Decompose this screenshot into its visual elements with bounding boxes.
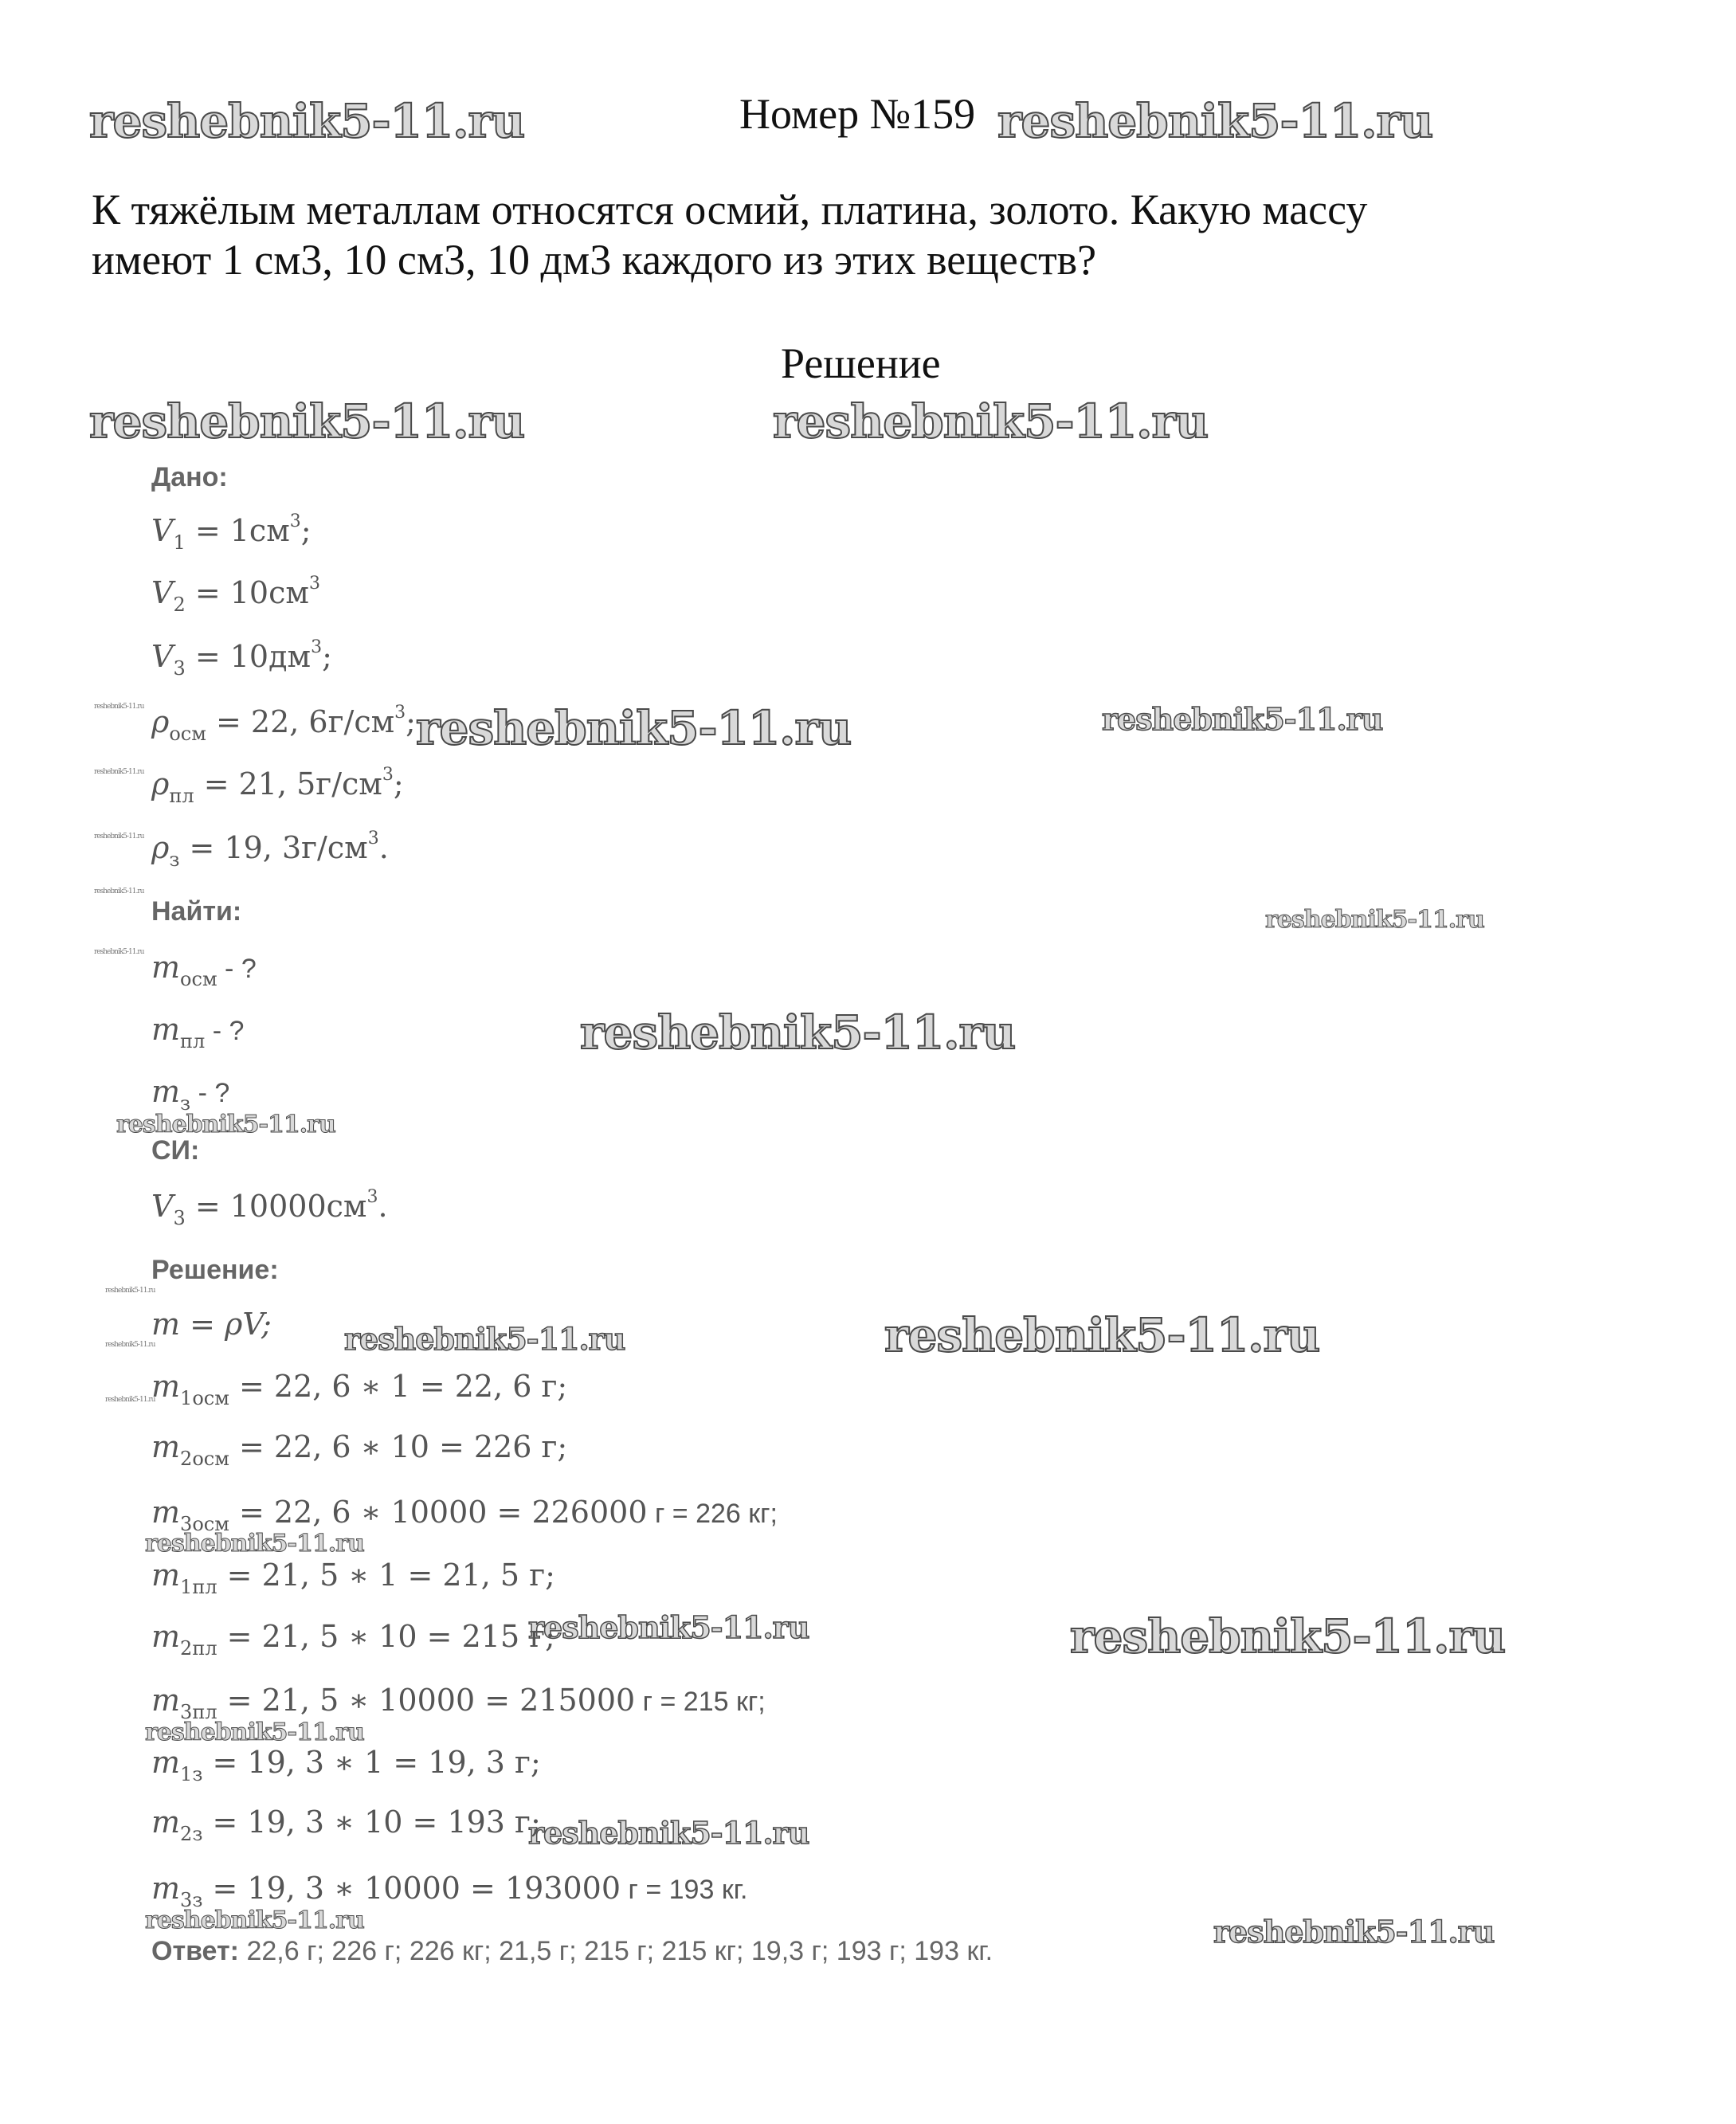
given-v1: $V_1 = 1см^3$; <box>151 511 312 554</box>
solution-formula: m = ρV; <box>151 1307 272 1342</box>
problem-text-line-1: К тяжёлым металлам относятся осмий, платина, золото. Какую массу <box>92 186 1368 233</box>
m2-pl: $m_{2пл} = 21$, 5 ∗ 10 = 215 г; <box>151 1619 555 1660</box>
given-v2: $V_2 = 10см^3$ <box>151 574 320 616</box>
watermark: reshebnik5-11.ru <box>1213 1914 1495 1950</box>
watermark: reshebnik5-11.ru <box>528 1815 809 1851</box>
given-v3: $V_3 = 10дм^3$; <box>151 637 332 680</box>
watermark: reshebnik5-11.ru <box>997 94 1433 148</box>
solution-label: Решение: <box>151 1255 279 1285</box>
watermark: reshebnik5-11.ru <box>105 1396 155 1404</box>
m2-z: $m_{2з} = 19$, 3 ∗ 10 = 193 г; <box>151 1805 541 1845</box>
watermark: reshebnik5-11.ru <box>145 1530 364 1558</box>
find-m-pl: $m_{пл}$ - ? <box>151 1012 245 1052</box>
watermark: reshebnik5-11.ru <box>105 1287 155 1295</box>
m1-pl: $m_{1пл} = 21$, 5 ∗ 1 = 21, 5 г; <box>151 1558 555 1598</box>
watermark: reshebnik5-11.ru <box>94 833 144 841</box>
given-rho-z: $\rho_з = 19$, $3г/см^3$. <box>151 829 389 871</box>
watermark: reshebnik5-11.ru <box>1070 1609 1506 1664</box>
find-label: Найти: <box>151 896 242 927</box>
given-rho-pl: $\rho_{пл} = 21$, $5г/см^3$; <box>151 765 404 807</box>
watermark: reshebnik5-11.ru <box>580 1005 1016 1060</box>
given-label: Дано: <box>151 462 228 492</box>
watermark: reshebnik5-11.ru <box>773 394 1209 449</box>
m3-z: $m_{3з} = 19$, 3 ∗ 10000 = 193000 г = 193 кг. <box>151 1871 748 1911</box>
si-v3: $V_3 = 10000см^3$. <box>151 1187 388 1229</box>
watermark: reshebnik5-11.ru <box>94 768 144 776</box>
m2-osm: $m_{2осм} = 22$, 6 ∗ 10 = 226 г; <box>151 1429 568 1470</box>
solution-heading: Решение <box>781 339 941 387</box>
watermark: reshebnik5-11.ru <box>344 1321 625 1357</box>
watermark: reshebnik5-11.ru <box>528 1609 809 1645</box>
watermark: reshebnik5-11.ru <box>1102 701 1383 737</box>
m3-osm: $m_{3осм} = 22$, 6 ∗ 10000 = 226000 г = 226 кг; <box>151 1495 778 1535</box>
watermark: reshebnik5-11.ru <box>105 1341 155 1349</box>
si-label: СИ: <box>151 1135 200 1166</box>
watermark: reshebnik5-11.ru <box>89 94 525 148</box>
watermark: reshebnik5-11.ru <box>145 1718 364 1746</box>
watermark: reshebnik5-11.ru <box>884 1308 1320 1362</box>
m1-osm: $m_{1осм} = 22$, 6 ∗ 1 = 22, 6 г; <box>151 1369 568 1409</box>
m3-pl: $m_{3пл} = 21$, 5 ∗ 10000 = 215000 г = 215 кг; <box>151 1683 766 1723</box>
find-m-osm: $m_{осм}$ - ? <box>151 950 257 990</box>
watermark: reshebnik5-11.ru <box>94 888 144 895</box>
watermark: reshebnik5-11.ru <box>416 701 852 755</box>
watermark: reshebnik5-11.ru <box>94 948 144 956</box>
problem-text-line-2: имеют 1 см3, 10 см3, 10 дм3 каждого из этих веществ? <box>92 236 1097 284</box>
watermark: reshebnik5-11.ru <box>89 394 525 449</box>
watermark: reshebnik5-11.ru <box>94 703 144 711</box>
find-m-z: $m_з$ - ? <box>151 1074 230 1115</box>
answer-line: Ответ: 22,6 г; 226 г; 226 кг; 21,5 г; 215 г; 215 кг; 19,3 г; 193 г; 193 кг. <box>151 1936 993 1966</box>
problem-number: Номер №159 <box>739 90 976 138</box>
given-rho-osm: $\rho_{осм} = 22$, $6г/см^3$; <box>151 703 416 745</box>
watermark: reshebnik5-11.ru <box>116 1111 335 1138</box>
watermark: reshebnik5-11.ru <box>1265 906 1484 934</box>
m1-z: $m_{1з} = 19$, 3 ∗ 1 = 19, 3 г; <box>151 1745 541 1785</box>
watermark: reshebnik5-11.ru <box>145 1907 364 1934</box>
